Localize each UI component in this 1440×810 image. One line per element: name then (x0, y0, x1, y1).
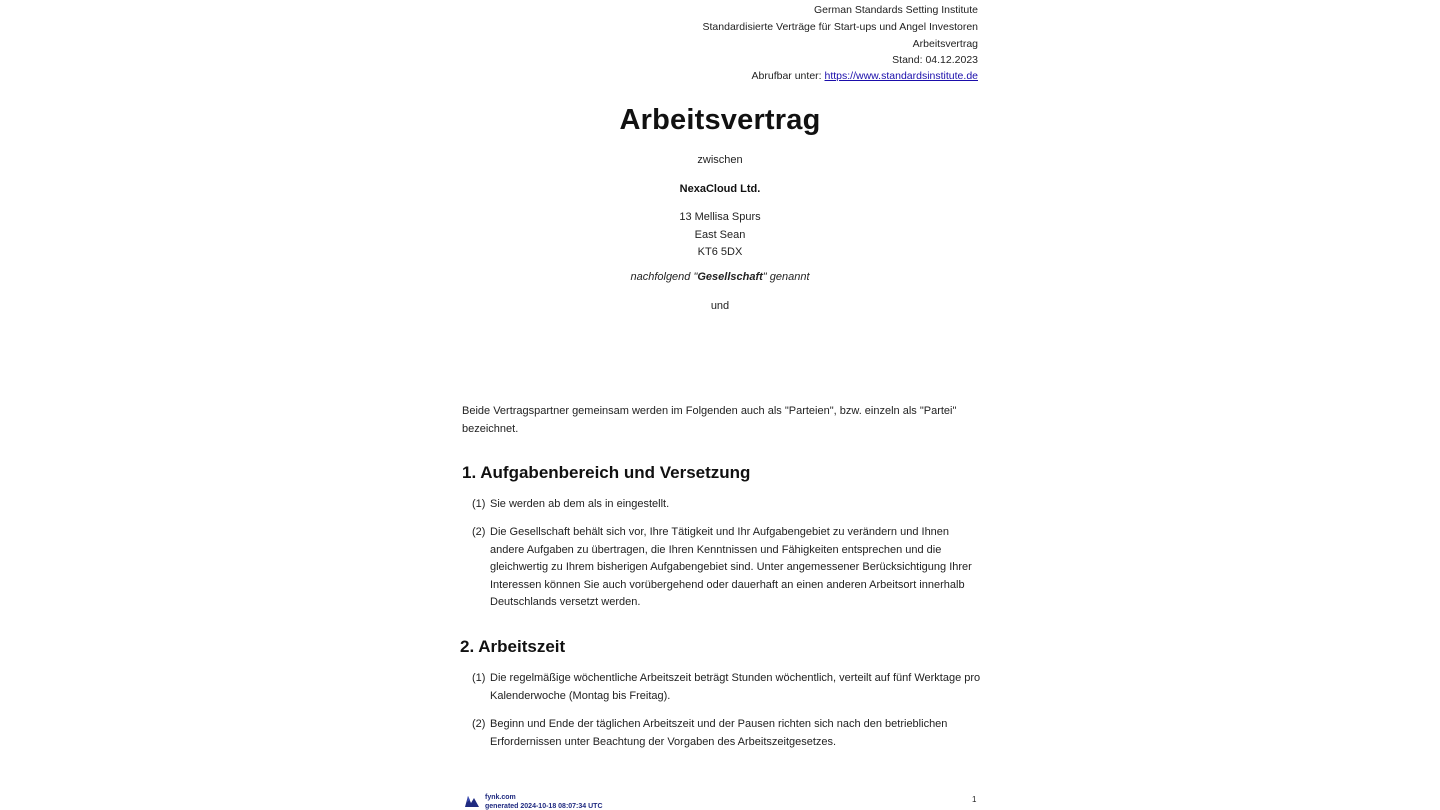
between-label: zwischen (697, 154, 743, 166)
header-date: Stand: 04.12.2023 (892, 54, 978, 66)
referred-prefix: nachfolgend " (630, 271, 698, 283)
clause-text: Die regelmäßige wöchentliche Arbeitszeit beträgt Stunden wöchentlich, verteilt auf fünf Werktage pro Kalenderwoche (Montag bis Freitag). (490, 672, 981, 702)
section-1-clause-1 (472, 496, 982, 514)
footer-site: fynk.com (485, 794, 516, 801)
parties-paragraph: Beide Vertragspartner gemeinsam werden im Folgenden auch als "Parteien", bzw. einzeln als "Partei" bezeichnet. (462, 405, 957, 435)
address-line-2: East Sean (694, 229, 746, 241)
section-1-clause-2 (472, 524, 982, 612)
clause-text: Die Gesellschaft behält sich vor, Ihre Tätigkeit und Ihr Aufgabengebiet zu verändern und Ihnen andere Aufgaben zu übertragen, die Ihren Kenntnissen und Fähigkeiten entsprechen und die gleichwertig zu Ihrem bisherigen Aufgabengebiet sind. Unter angemessener Berücksichtigung Ihrer Interessen können Sie auch vorübergehend oder dauerhaft an einen anderen Arbeitsort innerhalb Deutschlands versetzt werden. (490, 526, 972, 608)
clause-number: (1) (472, 672, 486, 684)
address-line-3: KT6 5DX (697, 246, 743, 258)
clause-number: (2) (472, 526, 486, 538)
footer-text (485, 793, 603, 810)
header-series: Standardisierte Verträge für Start-ups und Angel Investoren (702, 21, 978, 33)
footer-generated: generated 2024-10-18 08:07:34 UTC (485, 803, 603, 810)
clause-text: Beginn und Ende der täglichen Arbeitszeit und der Pausen richten sich nach den betrieblichen Erfordernissen unter Beachtung der Vorgaben des Arbeitszeitgesetzes. (490, 718, 948, 748)
page-number: 1 (972, 795, 977, 804)
clause-number: (1) (472, 498, 486, 510)
clause-number: (2) (472, 718, 486, 730)
section-1-heading: 1. Aufgabenbereich und Versetzung (462, 463, 751, 482)
address-line-1: 13 Mellisa Spurs (679, 211, 761, 223)
referred-as-line (0, 271, 1440, 283)
header-available-label: Abrufbar unter: (751, 70, 822, 82)
clause-text: Sie werden ab dem als in eingestellt. (490, 498, 670, 510)
referred-term: Gesellschaft (697, 271, 763, 283)
header-url-link[interactable]: https://www.standardsinstitute.de (824, 70, 978, 82)
and-label: und (710, 300, 730, 312)
referred-suffix: " genannt (762, 271, 810, 283)
section-2-clause-2 (472, 716, 982, 751)
company-name: NexaCloud Ltd. (679, 183, 761, 195)
fynk-bird-logo-icon (463, 794, 481, 808)
document-title: Arbeitsvertrag (619, 104, 821, 136)
header-availability (752, 70, 978, 82)
section-2-heading: 2. Arbeitszeit (460, 637, 566, 656)
section-2-clause-1 (472, 670, 982, 705)
header-doc-type: Arbeitsvertrag (912, 38, 978, 50)
header-institute: German Standards Setting Institute (813, 4, 978, 16)
